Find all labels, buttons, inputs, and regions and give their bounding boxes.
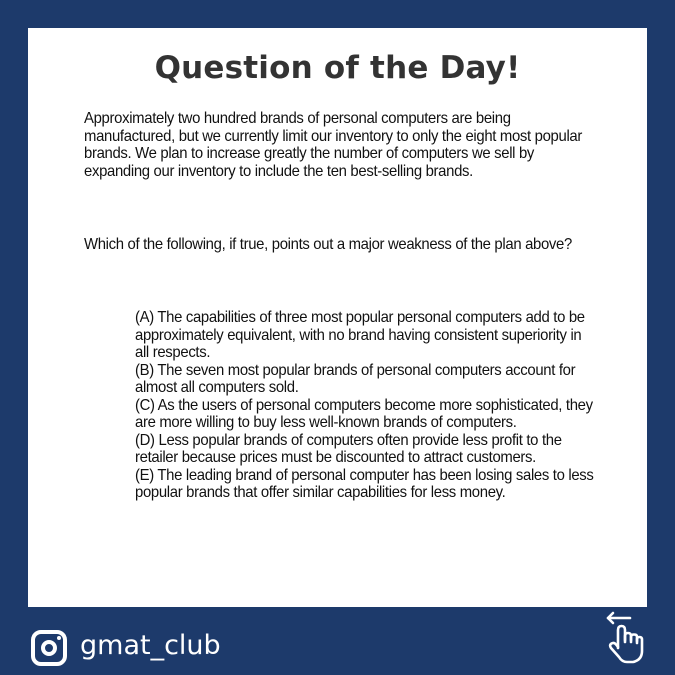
option-d[interactable]: (D) Less popular brands of computers often provide less profit to the retailer because prices must be discounted to attract customers.	[135, 431, 562, 466]
option-a[interactable]: (A) The capabilities of three most popular personal computers add to be approximately equivalent, with no brand having consistent superiority in all respects.	[135, 309, 585, 361]
option-e[interactable]: (E) The leading brand of personal computer has been losing sales to less popular brands that offer similar capabilities for less money.	[135, 466, 594, 501]
instagram-icon[interactable]	[31, 630, 67, 666]
option-c[interactable]: (C) As the users of personal computers become more sophisticated, they are more willing to buy less well-known brands of computers.	[135, 396, 593, 431]
question-prompt: Which of the following, if true, points out a major weakness of the plan above?	[84, 236, 572, 253]
question-stimulus: Approximately two hundred brands of personal computers are being manufactured, but we currently limit our inventory to only the eight most popular brands. We plan to increase greatly the number of computers we sell by expanding our inventory to include the ten best-selling brands.	[84, 110, 583, 180]
page-title: Question of the Day!	[154, 50, 521, 86]
swipe-hand-icon	[600, 610, 648, 666]
instagram-handle[interactable]: gmat_club	[80, 630, 221, 661]
option-b[interactable]: (B) The seven most popular brands of personal computers account for almost all computers sold.	[135, 361, 576, 396]
answer-options	[135, 309, 595, 502]
footer	[0, 607, 675, 675]
